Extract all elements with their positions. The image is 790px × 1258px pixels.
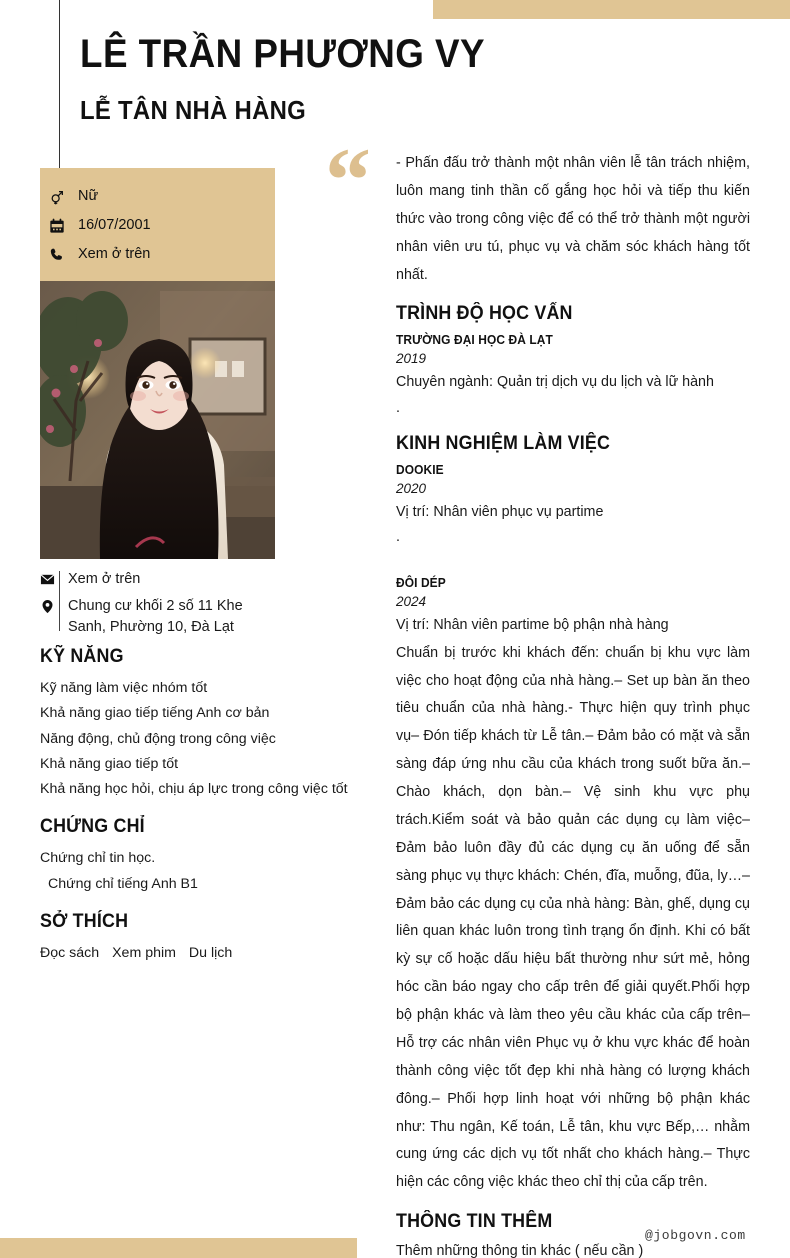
left-column: [40, 168, 348, 966]
experience-position: Vị trí: Nhân viên partime bộ phận nhà hàng: [396, 616, 669, 633]
experience-heading: KINH NGHIỆM LÀM VIỆC: [396, 432, 611, 454]
education-section: [396, 303, 750, 419]
hobbies-section: [40, 911, 360, 966]
objective-block: [325, 129, 750, 289]
info-row-gender: [40, 182, 275, 211]
skills-section: [40, 646, 360, 802]
hobby-item: Du lịch: [188, 945, 233, 962]
right-column: [325, 129, 750, 1258]
certificate-item: Chứng chỉ tin học.: [40, 850, 156, 867]
contact-value-email: Xem ở trên: [68, 571, 141, 587]
skills-heading: KỸ NĂNG: [40, 646, 124, 668]
info-row-phone: [40, 240, 275, 269]
info-value-phone: Xem ở trên: [78, 245, 151, 262]
hobbies-heading: SỞ THÍCH: [40, 911, 129, 933]
quote-mark-icon: “: [325, 129, 371, 231]
skill-item: Khả năng giao tiếp tốt: [40, 755, 179, 772]
experience-year: 2020: [396, 480, 427, 496]
job-title: LỄ TÂN NHÀ HÀNG: [80, 95, 307, 125]
experience-trailing-dot: .: [396, 529, 400, 546]
hobbies-list: [40, 941, 360, 966]
hobby-item: Xem phim: [112, 945, 176, 962]
education-major: Chuyên ngành: Quản trị dịch vụ du lịch và lữ hành: [396, 374, 714, 391]
certificates-heading: CHỨNG CHỈ: [40, 816, 145, 838]
profile-photo: [40, 281, 275, 559]
experience-org: DOOKIE: [396, 461, 444, 477]
info-row-birthdate: [40, 211, 275, 240]
education-heading: TRÌNH ĐỘ HỌC VẤN: [396, 303, 573, 325]
contact-value-address: Chung cư khối 2 số 11 Khe Sanh, Phường 10, Đà Lạt: [68, 598, 243, 636]
phone-icon: [46, 247, 68, 263]
hobby-item: Đọc sách: [40, 945, 100, 962]
experience-entry: [396, 575, 750, 1198]
education-year: 2019: [396, 351, 427, 367]
skill-item: Khả năng học hỏi, chịu áp lực trong công việc tốt: [40, 781, 348, 798]
education-org: TRƯỜNG ĐẠI HỌC ĐÀ LẠT: [396, 332, 553, 348]
page-title: LÊ TRẦN PHƯƠNG VY: [80, 32, 486, 76]
info-value-birthdate: 16/07/2001: [78, 216, 151, 233]
education-entry: [396, 332, 750, 419]
header-divider-line: [59, 0, 60, 168]
certificates-section: [40, 816, 360, 897]
experience-description: Chuẩn bị trước khi khách đến: chuẩn bị khu vực làm việc cho hoạt động của nhà hàng.– Set up bàn ăn theo tiêu chuẩn của nhà hàng.- Thực hiện quy trình phục vụ– Đón tiếp khách từ Lễ tân.– Đảm bảo có mặt và sẵn sàng đáp ứng nhu cầu của khách trong suốt bữa ăn.– Chào khách, dọn bàn.– Vệ sinh khu vực phụ trách.Kiểm soát và bảo quản các dụng cụ làm việc–Đảm bảo luôn đầy đủ các dụng cụ ăn uống để sẵn sàng phục vụ thực khách: Chén, đĩa, muỗng, đũa, ly…– Đảm bảo các dụng cụ của nhà hàng: Bàn, ghế, dụng cụ liên quan khác luôn trong tình trạng ổn định. Khi có bất kỳ sự cố hoặc dấu hiệu bất thường như sứt mẻ, hỏng hóc cần báo ngay cho cấp trên để giải quyết.Phối hợp bộ phận khác và làm theo yêu cầu khác của cấp trên– Hỗ trợ các nhân viên Phục vụ ở khu vực khác để hoàn thành công việc tốt đẹp khi nhà hàng có lượng khách đông.– Phối hợp linh hoạt với những bộ phận khác như: Thu ngân, Kế toán, Lễ tân, khu vực Bếp,… nhằm cung ứng các dịch vụ tốt nhất cho khách hàng.– Thực hiện các công việc khác theo chỉ thị của cấp trên.: [396, 644, 750, 1191]
experience-spacer: [396, 561, 750, 575]
gender-icon: [46, 189, 68, 205]
top-accent-bar: [433, 0, 790, 19]
email-icon: [40, 569, 59, 590]
skill-item: Kỹ năng làm việc nhóm tốt: [40, 680, 208, 697]
personal-info-box: [40, 168, 275, 281]
contact-row-address: [40, 596, 275, 638]
certificate-item: Chứng chỉ tiếng Anh B1: [48, 875, 198, 892]
experience-entry: [396, 462, 750, 549]
skill-item: Khả năng giao tiếp tiếng Anh cơ bản: [40, 705, 270, 722]
objective-text: - Phấn đấu trở thành một nhân viên lễ tân trách nhiệm, luôn mang tinh thần cố gắng học hỏi và tiếp thu kiến thức vào trong công việc để có thể trở thành một người nhân viên ưu tú, phục vụ và chăm sóc khách hàng tốt nhất.: [396, 155, 750, 283]
contact-list: [40, 569, 275, 638]
education-trailing-dot: .: [396, 399, 400, 416]
contact-row-email: [40, 569, 275, 590]
info-value-gender: Nữ: [78, 187, 99, 204]
location-icon: [40, 596, 59, 617]
bottom-accent-bar: [0, 1238, 357, 1258]
additional-info-text: Thêm những thông tin khác ( nếu cần ): [396, 1243, 644, 1258]
experience-position: Vị trí: Nhân viên phục vụ partime: [396, 503, 604, 520]
additional-info-heading: THÔNG TIN THÊM: [396, 1211, 553, 1233]
header: [80, 33, 680, 126]
contact-divider-line: [59, 571, 60, 631]
experience-year: 2024: [396, 593, 427, 609]
experience-section: [396, 433, 750, 1197]
watermark: @jobgovn.com: [645, 1228, 746, 1243]
calendar-icon: [46, 218, 68, 234]
skill-item: Năng động, chủ động trong công việc: [40, 730, 276, 747]
experience-org: ĐÔI DÉP: [396, 574, 446, 590]
